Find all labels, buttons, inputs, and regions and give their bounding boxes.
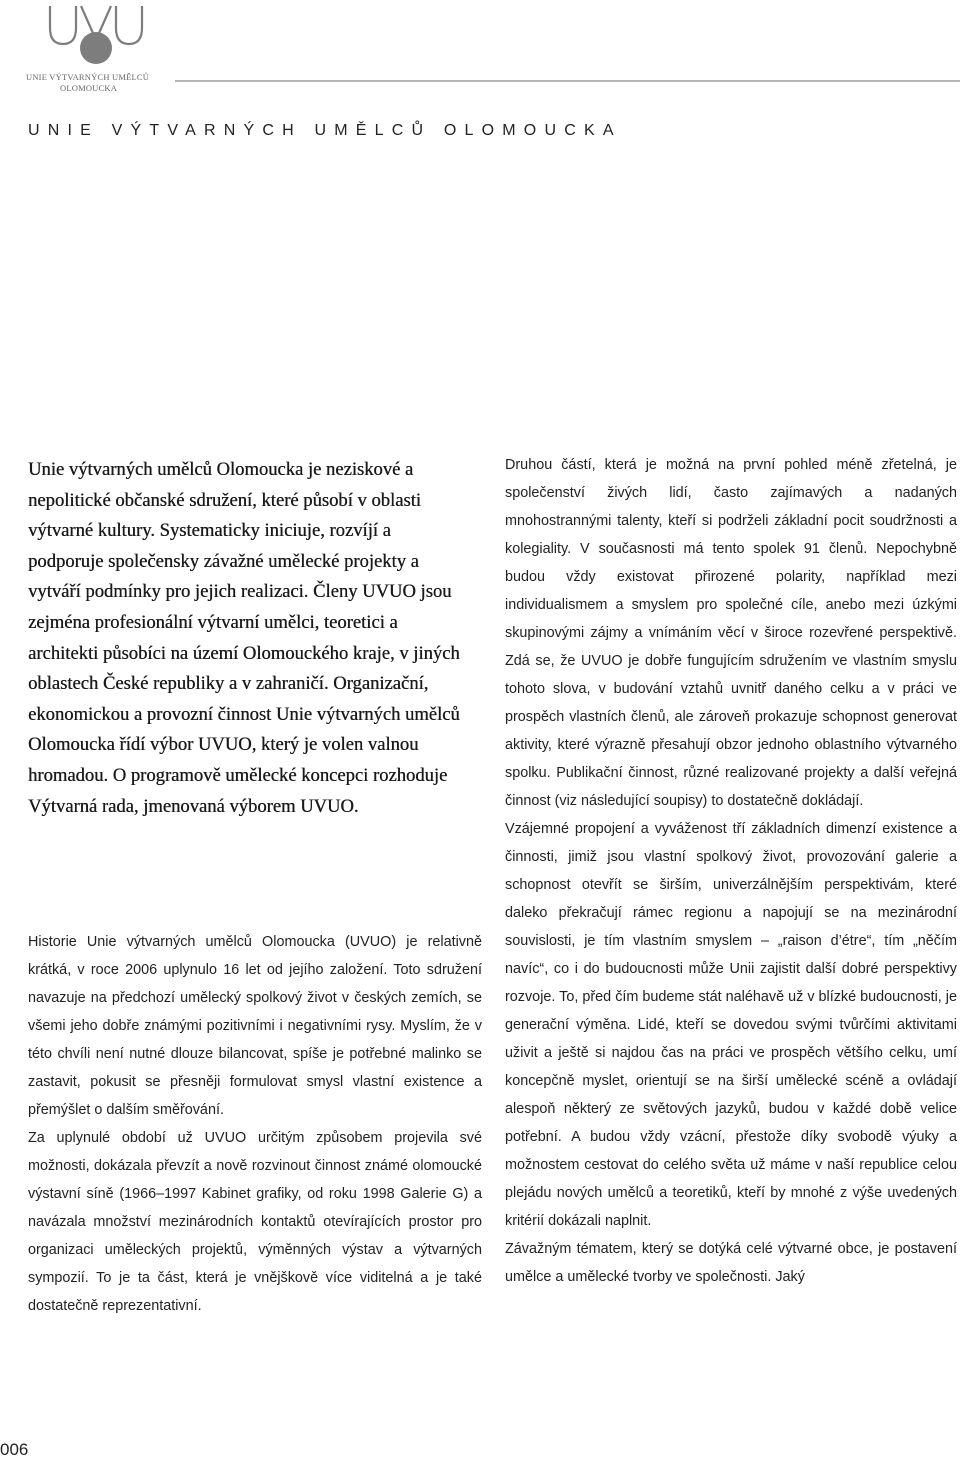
right-paragraph-2: Vzájemné propojení a vyváženost tří základních dimenzí existence a činnosti, jimiž jsou vlastní spolkový život, provozování galerie a schopnost otevřít se širším, univerzálnějším perspektivám, které daleko překračují rámec regionu a napojují se na mezinárodní souvislosti, je tím vlastním smyslem – „raison d’étre“, tím „něčím navíc“, co i do budoucnosti může Unii zajistit další dobré perspektivy rozvoje. To, před čím budeme stát naléhavě už v blízké budoucnosti, je generační výměna. Lidé, kteří se dovedou svými tvůrčími aktivitami uživit a ještě si najdou čas na práci ve prospěch většího celku, umí koncepčně myslet, orientují se na širší umělecké scéně a ovládají alespoň některý ze světových jazyků, budou v každé době velice potřební. A budou vždy vzácní, přestože díky svobodě výuky a možnostem cestovat do celého světa už máme v naší republice celou plejádu nových umělců a teoretiků, kteří by mnohé z výše uvedených kritérií dokázali naplnit. xyxy=(505,821,957,1229)
right-paragraph-3: Závažným tématem, který se dotýká celé výtvarné obce, je postavení umělce a umělecké tvorby ve společnosti. Jaký xyxy=(505,1241,957,1285)
page-number: 006 xyxy=(0,1440,29,1459)
logo-text-line1: UNIE VÝTVARNÝCH UMĚLCŮ xyxy=(26,72,150,82)
right-column xyxy=(505,451,957,1291)
left-paragraph-2: Za uplynulé období už UVUO určitým způsobem projevila své možnosti, dokázala převzít a nově rozvinout činnost známé olomoucké výstavní síně (1966–1997 Kabinet grafiky, od roku 1998 Galerie G) a navázala množství mezinárodních kontaktů otevírajících prostor pro organizaci uměleckých projektů, výměnných výstav a výtvarných sympozií. To je ta část, která je vnějškově více viditelná a je také dostatečně reprezentativní. xyxy=(28,1130,482,1314)
logo-text-line2: OLOMOUCKA xyxy=(60,83,118,93)
publisher-logo xyxy=(26,4,166,92)
intro-paragraph: Unie výtvarných umělců Olomoucka je neziskové a nepolitické občanské sdružení, které působí v oblasti výtvarné kultury. Systematicky iniciuje, rozvíjí a podporuje společensky závažné umělecké projekty a vytváří podmínky pro jejich realizaci. Členy UVUO jsou zejména profesionální výtvarní umělci, teoretici a architekti působíci na území Olomouckého kraje, v jiných oblastech České republiky a v zahraničí. Organizační, ekonomickou a provozní činnost Unie výtvarných umělců Olomoucka řídí výbor UVUO, který je volen valnou hromadou. O programově umělecké koncepci rozhoduje Výtvarná rada, jmenovaná výborem UVUO. xyxy=(28,459,460,817)
masthead-title: UNIE VÝTVARNÝCH UMĚLCŮ OLOMOUCKA xyxy=(28,122,622,139)
left-paragraph-1: Historie Unie výtvarných umělců Olomoucka (UVUO) je relativně krátká, v roce 2006 uplynulo 16 let od jejího založení. Toto sdružení navazuje na předchozí umělecký spolkový život v českých zemích, se všemi jeho dobře známými pozitivními i negativními rysy. Myslím, že v této chvíli není nutné dlouze bilancovat, spíše je potřebné malinko se zastavit, pokusit se přesněji formulovat smysl vlastní existence a přemýšlet o dalším směřování. xyxy=(28,934,482,1118)
uvu-logo-mark xyxy=(46,4,146,70)
left-column xyxy=(28,928,482,1320)
header-rule xyxy=(175,80,960,82)
right-paragraph-1: Druhou částí, která je možná na první pohled méně zřetelná, je společenství živých lidí, často zajímavých a nadaných mnohostrannými talenty, kteří si podrželi základní pocit soudržnosti a kolegiality. V současnosti má tento spolek 91 členů. Nepochybně budou vždy existovat přirozené polarity, například mezi individualismem a smyslem pro společné cíle, anebo mezi úzkými skupinovými zájmy a vnímáním věcí v široce rozevřené perspektivě. Zdá se, že UVUO je dobře fungujícím sdružením ve vlastním smyslu tohoto slova, v budování vztahů uvnitř daného celku a v práci ve prospěch vlastních členů, ale zároveň prokazuje schopnost generovat aktivity, které výrazně přesahují obzor jednoho oblastního výtvarného spolku. Publikační činnost, různé realizované projekty a další veřejná činnost (viz následující soupisy) to dostatečně dokládají. xyxy=(505,457,957,809)
